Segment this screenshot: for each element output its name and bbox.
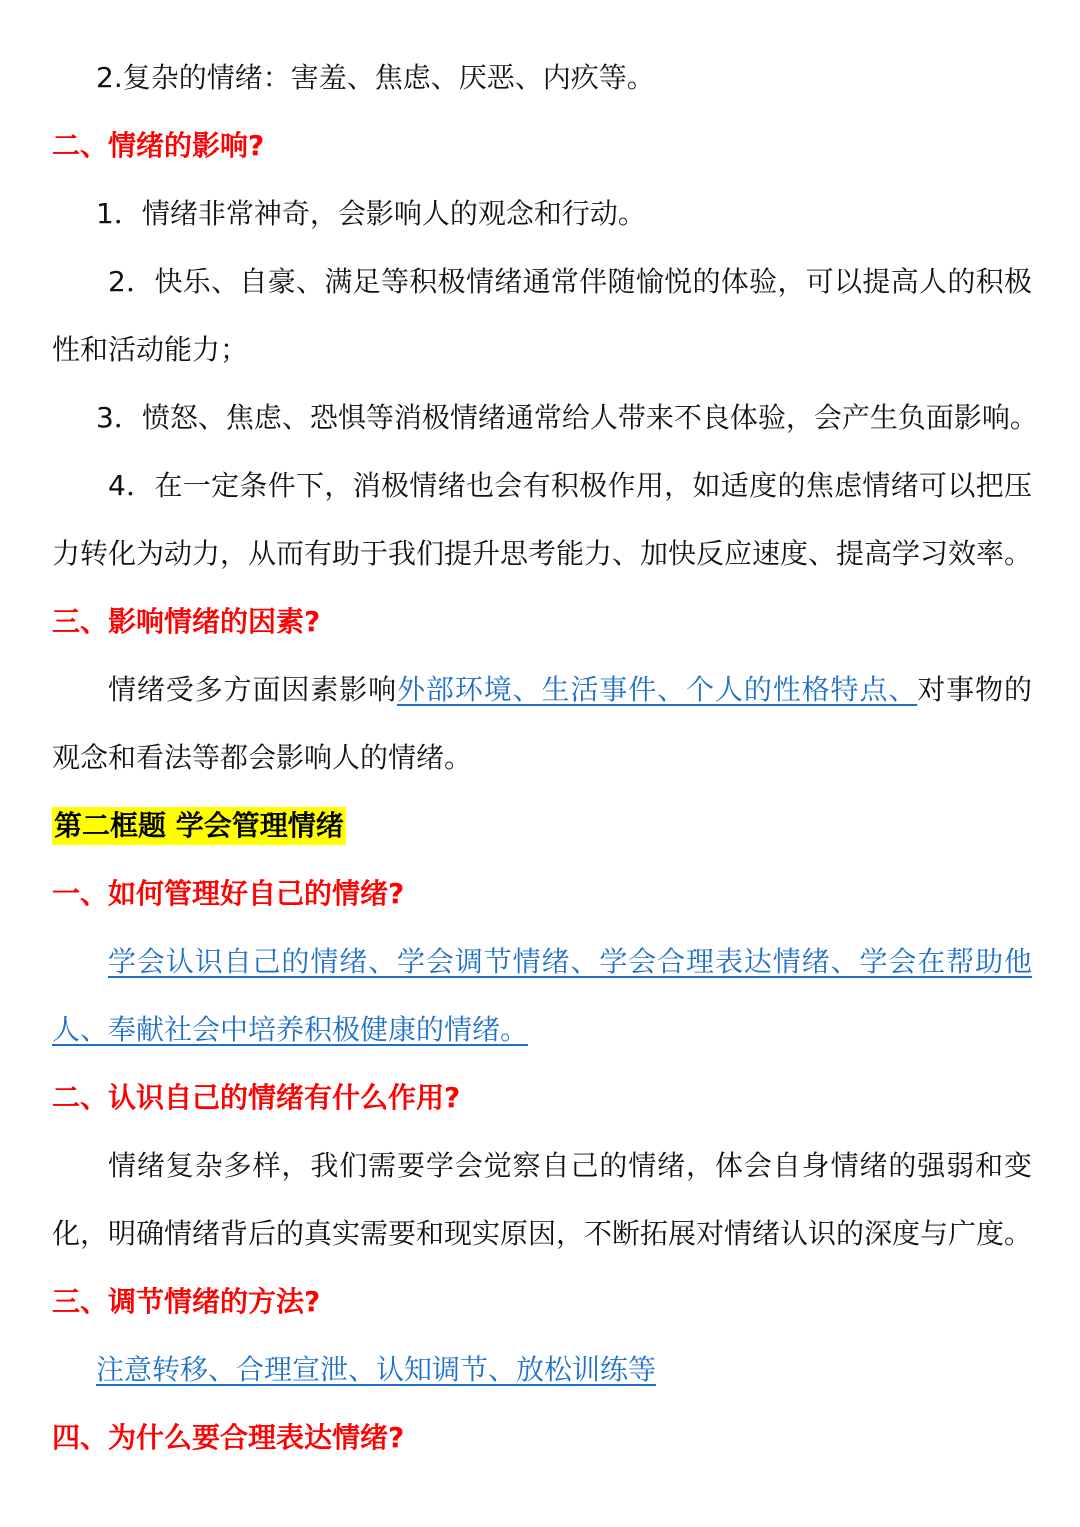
influence-point-2: 2．快乐、自豪、满足等积极情绪通常伴随愉悦的体验，可以提高人的积极性和活动能力； <box>52 265 1032 366</box>
heading-emotion-influence: 二、情绪的影响? <box>52 129 265 162</box>
document-page <box>52 44 1038 1472</box>
heading-regulation-methods: 三、调节情绪的方法? <box>52 1285 321 1318</box>
factors-text-post: 对事物的观念和看法等都会影响人的情绪。 <box>52 673 1032 774</box>
recognize-answer-paragraph: 情绪复杂多样，我们需要学会觉察自己的情绪，体会自身情绪的强弱和变化，明确情绪背后的真实需要和现实原因，不断拓展对情绪认识的深度与广度。 <box>52 1149 1033 1250</box>
methods-answer-line <box>52 1336 1032 1404</box>
factors-highlighted-answer: 外部环境、生活事件、个人的性格特点、 <box>397 673 918 706</box>
manage-answer-text: 学会认识自己的情绪、学会调节情绪、学会合理表达情绪、学会在帮助他人、奉献社会中培养积极健康的情绪。 <box>52 945 1032 1046</box>
heading-emotion-factors: 三、影响情绪的因素? <box>52 605 321 638</box>
heading-recognize-emotions: 二、认识自己的情绪有什么作用? <box>52 1081 461 1114</box>
methods-answer-text: 注意转移、合理宣泄、认知调节、放松训练等 <box>96 1353 657 1386</box>
influence-point-1: 1．情绪非常神奇，会影响人的观念和行动。 <box>96 197 646 230</box>
influence-point-3: 3．愤怒、焦虑、恐惧等消极情绪通常给人带来不良体验，会产生负面影响。 <box>96 401 1038 434</box>
influence-point-4: 4．在一定条件下，消极情绪也会有积极作用，如适度的焦虑情绪可以把压力转化为动力，从而有助于我们提升思考能力、加快反应速度、提高学习效率。 <box>52 469 1033 570</box>
factors-paragraph <box>52 656 1032 792</box>
factors-text-pre: 情绪受多方面因素影响 <box>108 673 398 706</box>
manage-answer-paragraph <box>52 928 1032 1064</box>
heading-manage-emotions: 一、如何管理好自己的情绪? <box>52 877 405 910</box>
complex-emotions-line: 2.复杂的情绪：害羞、焦虑、厌恶、内疚等。 <box>96 61 655 94</box>
frame-title-highlight: 第二框题 学会管理情绪 <box>52 807 346 845</box>
heading-express-emotions: 四、为什么要合理表达情绪? <box>52 1421 405 1454</box>
frame-title-row <box>52 792 1032 860</box>
